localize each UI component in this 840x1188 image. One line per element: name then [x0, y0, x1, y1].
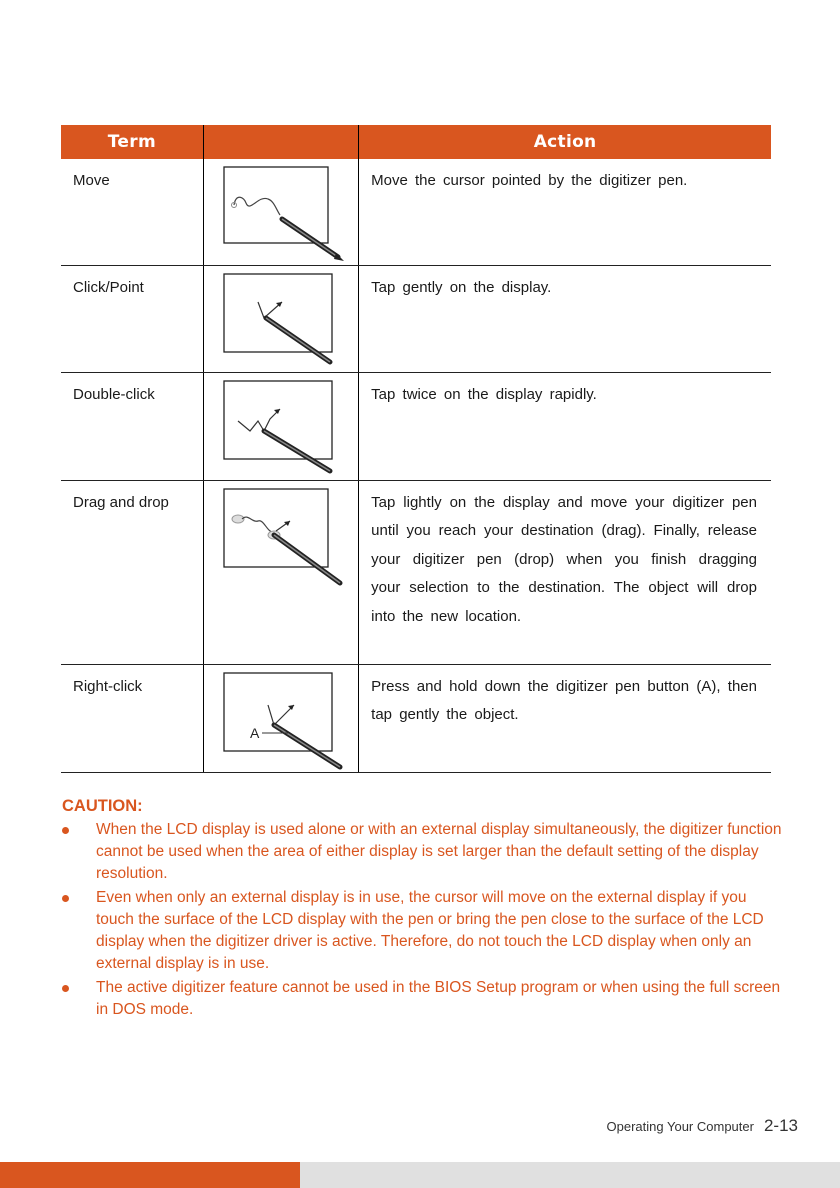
- caution-item: [62, 977, 782, 1021]
- pen-tap-icon: [218, 272, 358, 372]
- term-cell: Click/Point: [61, 265, 203, 372]
- table-row: [61, 372, 771, 480]
- illustration-cell: [203, 480, 358, 664]
- pen-button-icon: [218, 671, 358, 771]
- footer-gray-bar: [300, 1162, 840, 1188]
- table-header: [61, 125, 771, 159]
- caution-item: [62, 819, 782, 885]
- table-row: [61, 265, 771, 372]
- caution-item-text: The active digitizer feature cannot be used in the BIOS Setup program or when using the full screen in DOS mode.: [96, 979, 781, 1018]
- caution-item-text: Even when only an external display is in use, the cursor will move on the external display if you touch the surface of the LCD display with the pen or bring the pen close to the surface of the LCD display when the digitizer driver is active. Therefore, do not touch the LCD display when only an external display is in use.: [96, 889, 764, 972]
- pen-actions-table: [61, 125, 771, 773]
- button-a-label: A: [249, 724, 260, 741]
- term-cell: Right-click: [61, 664, 203, 772]
- caution-item: [62, 887, 782, 975]
- footer-accent-bar: [0, 1162, 300, 1188]
- caution-title: CAUTION:: [62, 797, 143, 815]
- caution-item-text: When the LCD display is used alone or with an external display simultaneously, the digitizer function cannot be used when the area of either display is set larger than the default setting of the display resolution.: [96, 821, 782, 882]
- action-cell: Tap twice on the display rapidly.: [359, 372, 771, 480]
- term-cell: Double-click: [61, 372, 203, 480]
- table-row: [61, 159, 771, 265]
- bullet-icon: [62, 895, 69, 902]
- bullet-icon: [62, 985, 69, 992]
- action-cell: Tap gently on the display.: [359, 265, 771, 372]
- action-cell: Tap lightly on the display and move your digitizer pen until you reach your destination (drag). Finally, release your digitizer pen (drop) when you finish dragging your selection to the destination. The object will drop into the new location.: [359, 480, 771, 664]
- table-row: [61, 480, 771, 664]
- caution-list: [62, 819, 782, 1021]
- term-header: Term: [61, 125, 203, 159]
- image-header: [203, 125, 358, 159]
- pen-drag-icon: [218, 487, 358, 587]
- illustration-cell: [203, 159, 358, 265]
- illustration-cell: [203, 372, 358, 480]
- page-footer: [607, 1116, 798, 1136]
- pen-move-icon: [218, 165, 358, 265]
- action-header: Action: [533, 132, 597, 152]
- pen-double-tap-icon: [218, 379, 358, 479]
- term-cell: Move: [61, 159, 203, 265]
- table-row: [61, 664, 771, 772]
- bullet-icon: [62, 827, 69, 834]
- illustration-cell: [203, 265, 358, 372]
- footer-section: Operating Your Computer: [606, 1119, 754, 1134]
- page-number: 2-13: [763, 1116, 798, 1135]
- action-cell: Press and hold down the digitizer pen button (A), then tap gently the object.: [359, 664, 771, 772]
- caution-block: [62, 795, 782, 1023]
- illustration-cell: [203, 664, 358, 772]
- action-cell: Move the cursor pointed by the digitizer pen.: [359, 159, 771, 265]
- term-cell: Drag and drop: [61, 480, 203, 664]
